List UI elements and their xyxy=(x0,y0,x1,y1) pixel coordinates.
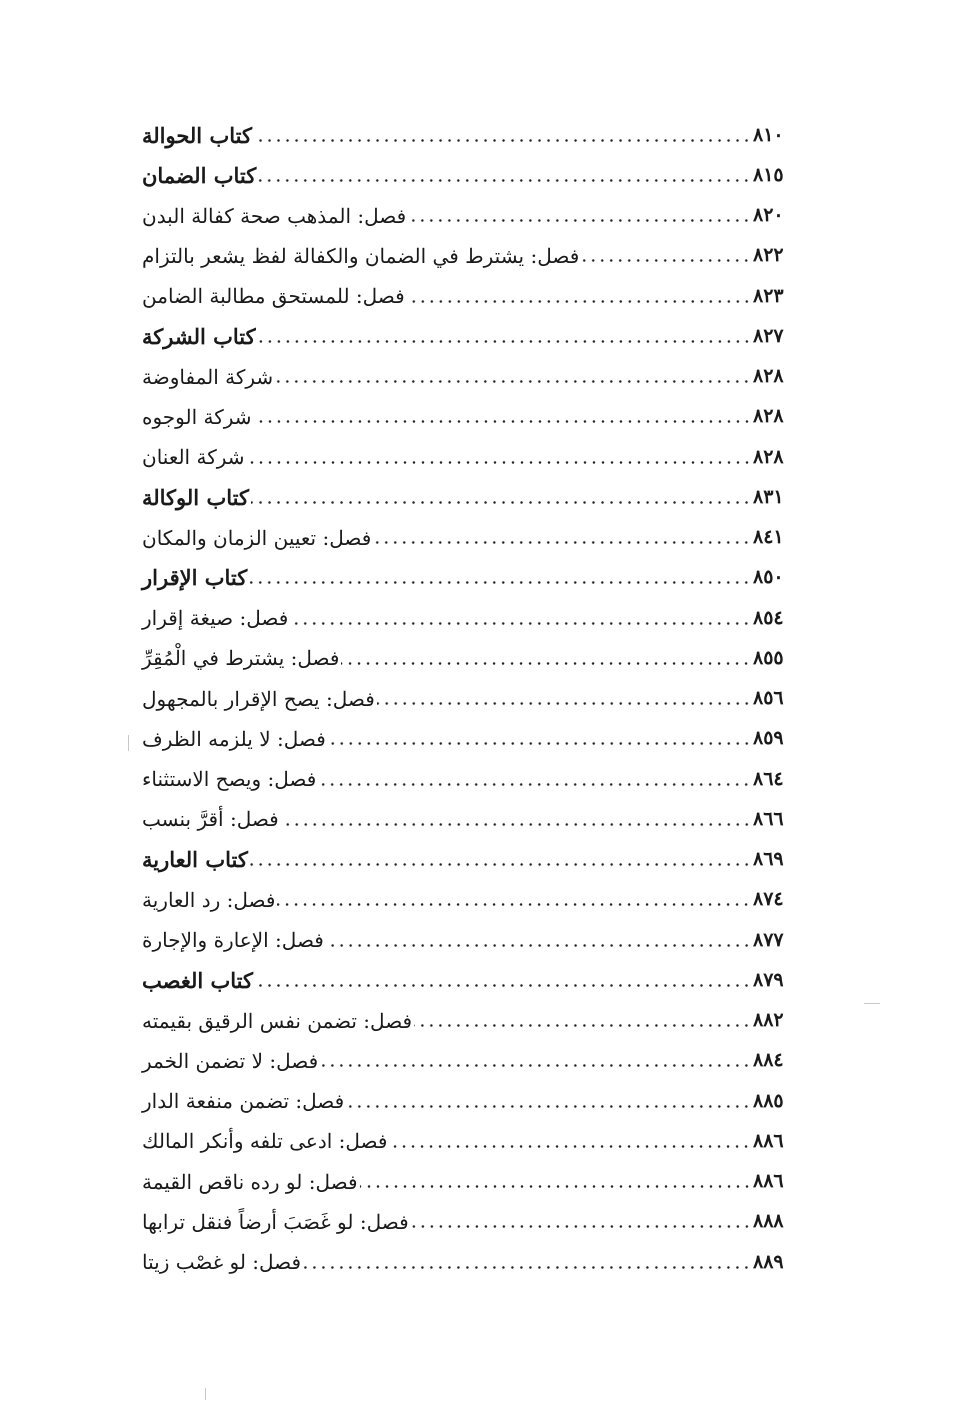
dot-leader xyxy=(277,903,751,906)
dot-leader xyxy=(373,541,751,544)
toc-entry-title: فصل: يشترط في الضمان والكفالة لفظ يشعر بالتزام xyxy=(142,243,580,268)
toc-page-number: ٨٢٠ xyxy=(753,204,784,227)
toc-entry-title: فصل: رد العارية xyxy=(142,887,276,912)
dot-leader xyxy=(408,219,751,222)
toc-page-number: ٨٦٤ xyxy=(753,767,784,790)
toc-entry-title: فصل: لو غصْب زيتا xyxy=(142,1250,302,1275)
toc-section-entry xyxy=(140,196,825,236)
toc-entry-title: كتاب الشركة xyxy=(142,323,256,349)
toc-entry-title: فصل: يشترط في الْمُقِرِّ xyxy=(142,646,340,671)
dot-leader xyxy=(407,300,751,303)
toc-entry-title: فصل: لا تضمن الخمر xyxy=(142,1048,319,1073)
toc-page-number: ٨٧٤ xyxy=(753,888,784,911)
toc-section-entry xyxy=(140,638,825,678)
toc-section-entry xyxy=(140,679,825,719)
toc-book-entry xyxy=(140,155,825,195)
toc-page-number: ٨٢٣ xyxy=(753,284,784,307)
toc-section-entry xyxy=(140,1121,825,1161)
toc-section-entry xyxy=(140,1081,825,1121)
toc-entry-title: كتاب الحوالة xyxy=(142,122,252,148)
toc-page-number: ٨٨٨ xyxy=(753,1210,784,1233)
toc-section-entry xyxy=(140,1041,825,1081)
toc-page-number: ٨٥٩ xyxy=(753,727,784,750)
dot-leader xyxy=(247,461,751,464)
dot-leader xyxy=(581,259,751,262)
toc-page-number: ٨٥٠ xyxy=(753,566,784,589)
toc-section-entry xyxy=(140,598,825,638)
toc-book-entry xyxy=(140,477,825,517)
toc-entry-title: كتاب الغصب xyxy=(142,967,254,993)
toc-section-entry xyxy=(140,719,825,759)
toc-page-number: ٨٥٦ xyxy=(753,687,784,710)
dot-leader xyxy=(303,1266,751,1269)
toc-page-number: ٨٨٢ xyxy=(753,1009,784,1032)
toc-page-number: ٨٦٦ xyxy=(753,807,784,830)
toc-page-number: ٨٥٥ xyxy=(753,646,784,669)
dot-leader xyxy=(255,984,751,987)
toc-book-entry xyxy=(140,316,825,356)
toc-page-number: ٨١٥ xyxy=(753,163,784,186)
toc-page-number: ٨٨٤ xyxy=(753,1049,784,1072)
dot-leader xyxy=(341,662,751,665)
toc-entry-title: فصل: يصح الإقرار بالمجهول xyxy=(142,686,375,711)
toc-section-entry xyxy=(140,236,825,276)
toc-page-number: ٨٢٨ xyxy=(753,445,784,468)
dot-leader xyxy=(258,179,751,182)
toc-page-number: ٨٨٥ xyxy=(753,1089,784,1112)
toc-book-entry xyxy=(140,558,825,598)
toc-entry-title: فصل: لو رده ناقص القيمة xyxy=(142,1169,358,1194)
toc-book-entry xyxy=(140,960,825,1000)
toc-entry-title: فصل: المذهب صحة كفالة البدن xyxy=(142,203,407,228)
dot-leader xyxy=(328,742,751,745)
toc-page-number: ٨٢٢ xyxy=(753,244,784,267)
toc-section-entry xyxy=(140,276,825,316)
dot-leader xyxy=(414,1024,751,1027)
scan-mark xyxy=(864,1003,880,1004)
scan-mark xyxy=(205,1388,206,1400)
toc-entry-title: كتاب الضمان xyxy=(142,162,257,188)
toc-entry-title: فصل: لا يلزمه الظرف xyxy=(142,726,326,751)
toc-entry-title: فصل: تعيين الزمان والمكان xyxy=(142,525,372,550)
toc-section-entry xyxy=(140,357,825,397)
toc-entry-title: شركة العنان xyxy=(142,445,245,470)
toc-section-entry xyxy=(140,437,825,477)
toc-section-entry xyxy=(140,1162,825,1202)
toc-section-entry xyxy=(140,1202,825,1242)
toc-entry-title: فصل: ادعى تلفه وأنكر المالك xyxy=(142,1129,388,1154)
toc-entry-title: فصل: تضمن نفس الرقيق بقيمته xyxy=(142,1008,413,1033)
toc-entry-title: فصل: تضمن منفعة الدار xyxy=(142,1089,345,1114)
dot-leader xyxy=(249,581,751,584)
toc-section-entry xyxy=(140,397,825,437)
toc-entry-title: فصل: للمستحق مطالبة الضامن xyxy=(142,284,405,309)
toc-section-entry xyxy=(140,920,825,960)
toc-page-number: ٨٤١ xyxy=(753,526,784,549)
table-of-contents xyxy=(140,115,825,1282)
toc-page-number: ٨٨٦ xyxy=(753,1129,784,1152)
dot-leader xyxy=(290,622,751,625)
toc-entry-title: كتاب الوكالة xyxy=(142,484,249,510)
toc-entry-title: شركة الوجوه xyxy=(142,404,252,429)
toc-entry-title: كتاب العارية xyxy=(142,847,248,873)
toc-entry-title: شركة المفاوضة xyxy=(142,364,274,389)
toc-entry-title: كتاب الإقرار xyxy=(142,565,248,591)
toc-entry-title: فصل: لو غَصَبَ أرضاً فنقل ترابها xyxy=(142,1209,409,1234)
toc-section-entry xyxy=(140,799,825,839)
toc-section-entry xyxy=(140,518,825,558)
toc-entry-title: فصل: صيغة إقرار xyxy=(142,606,289,631)
toc-page-number: ٨٧٩ xyxy=(753,968,784,991)
toc-page-number: ٨٧٧ xyxy=(753,928,784,951)
dot-leader xyxy=(254,139,751,142)
dot-leader xyxy=(377,702,751,705)
toc-section-entry xyxy=(140,1001,825,1041)
dot-leader xyxy=(254,420,751,423)
dot-leader xyxy=(250,863,751,866)
dot-leader xyxy=(320,1064,751,1067)
toc-page-number: ٨٨٦ xyxy=(753,1170,784,1193)
dot-leader xyxy=(318,783,751,786)
dot-leader xyxy=(389,1145,751,1148)
toc-section-entry xyxy=(140,1242,825,1282)
toc-entry-title: فصل: ويصح الاستثناء xyxy=(142,767,317,792)
toc-entry-title: فصل: أقرَّ بنسب xyxy=(142,807,279,832)
dot-leader xyxy=(326,944,751,947)
toc-page-number: ٨٢٨ xyxy=(753,405,784,428)
toc-page-number: ٨٥٤ xyxy=(753,606,784,629)
dot-leader xyxy=(360,1185,752,1188)
dot-leader xyxy=(346,1105,751,1108)
dot-leader xyxy=(411,1225,751,1228)
toc-section-entry xyxy=(140,880,825,920)
toc-page-number: ٨٢٧ xyxy=(753,324,784,347)
toc-page-number: ٨١٠ xyxy=(753,123,784,146)
dot-leader xyxy=(281,823,751,826)
toc-page-number: ٨٢٨ xyxy=(753,365,784,388)
toc-page-number: ٨٣١ xyxy=(753,485,784,508)
toc-entry-title: فصل: الإعارة والإجارة xyxy=(142,928,324,953)
toc-section-entry xyxy=(140,759,825,799)
dot-leader xyxy=(251,501,751,504)
toc-page-number: ٨٦٩ xyxy=(753,848,784,871)
scan-mark xyxy=(128,735,129,751)
toc-page-number: ٨٨٩ xyxy=(753,1250,784,1273)
toc-book-entry xyxy=(140,115,825,155)
dot-leader xyxy=(275,380,751,383)
dot-leader xyxy=(258,340,751,343)
toc-book-entry xyxy=(140,840,825,880)
